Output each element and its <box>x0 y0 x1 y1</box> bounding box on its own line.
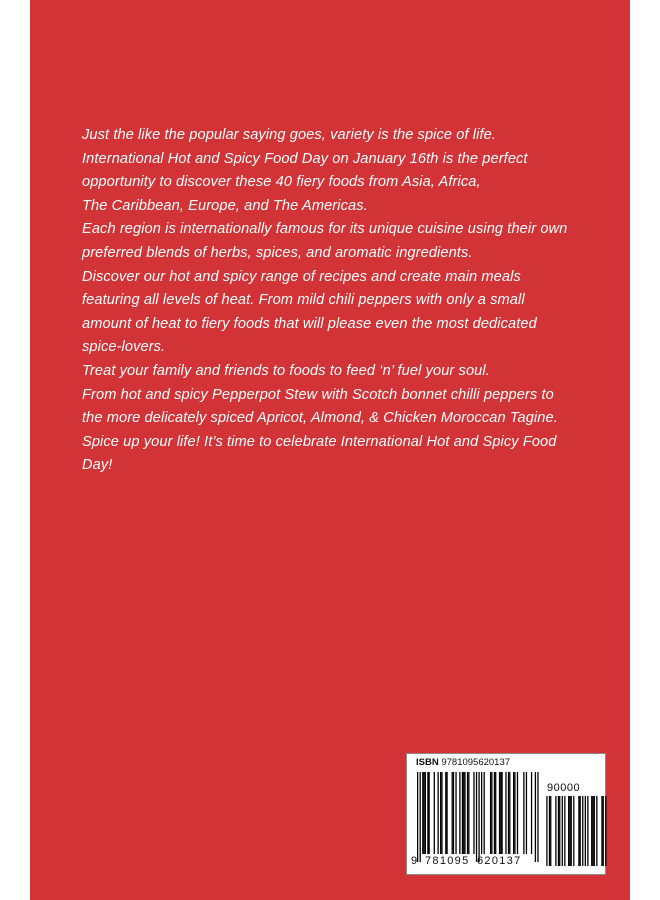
blurb-line-5: Discover our hot and spicy range of recipes and create main meals featuring all levels of heat. From mild chili peppers with only a small amount of heat to fiery foods that will please even the most dedicated spice-lovers. <box>82 268 537 356</box>
addon-bar <box>573 796 574 866</box>
addon-bar <box>582 796 583 866</box>
barcode-bar <box>505 772 506 854</box>
barcode-bar <box>481 772 482 854</box>
barcode-bar <box>514 772 515 854</box>
addon-bar <box>564 796 565 866</box>
barcode-bar <box>490 772 491 854</box>
barcode-bar <box>484 772 485 854</box>
barcode-bar <box>491 772 492 854</box>
barcode-bar <box>417 772 418 862</box>
barcode-bar <box>455 772 456 854</box>
barcode-bar <box>531 772 532 854</box>
addon-bar <box>562 796 563 866</box>
barcode-bar <box>446 772 447 854</box>
blurb-line-6: Treat your family and friends to foods to feed ‘n’ fuel your soul. <box>82 362 490 379</box>
barcode-bar <box>500 772 501 854</box>
barcode-digits-left: 781095 <box>425 855 470 867</box>
addon-bar <box>559 796 560 866</box>
barcode-bar <box>523 772 524 854</box>
addon-bar <box>546 796 547 866</box>
barcode-bar <box>467 772 468 854</box>
barcode-bar <box>473 772 474 854</box>
barcode-bar <box>513 772 514 854</box>
barcode-bar <box>427 772 428 854</box>
blurb-line-2: International Hot and Spicy Food Day on January 16th is the perfect opportunity to discover these 40 fiery foods from Asia, Africa, <box>82 150 528 191</box>
barcode-bar <box>526 772 527 854</box>
addon-bar <box>558 796 559 866</box>
blurb-line-7: From hot and spicy Pepperpot Stew with Scotch bonnet chilli peppers to the more delicately spiced Apricot, Almond, & Chicken Moroccan Tagine. <box>82 386 558 427</box>
addon-bar <box>587 796 588 866</box>
barcode-bar <box>429 772 430 854</box>
addon-bar <box>585 796 586 866</box>
addon-bar <box>591 796 592 866</box>
addon-bar <box>571 796 572 866</box>
blurb-line-4: Each region is internationally famous for its unique cuisine using their own preferred blends of herbs, spices, and aromatic ingredients. <box>82 221 568 261</box>
back-cover-blurb <box>82 124 572 478</box>
addon-bar <box>594 796 595 866</box>
barcode-bar <box>501 772 502 854</box>
barcode-bar <box>452 772 453 854</box>
barcode-bar <box>434 772 435 854</box>
barcode-bar <box>445 772 446 854</box>
barcode-bar <box>494 772 495 854</box>
barcode-bar <box>478 772 479 862</box>
barcode-bar <box>437 772 438 854</box>
barcode-bar <box>425 772 426 854</box>
addon-bar <box>592 796 593 866</box>
addon-bar <box>596 796 597 866</box>
barcode-bar <box>420 772 421 862</box>
addon-bar <box>578 796 579 866</box>
isbn-number: 9781095620137 <box>441 757 511 768</box>
blurb-line-8: Spice up your life! It’s time to celebrate International Hot and Spicy Food Day! <box>82 433 557 474</box>
barcode-bar <box>495 772 496 854</box>
barcode-bar <box>476 772 477 862</box>
barcode-bar <box>459 772 460 854</box>
barcode-bar <box>468 772 469 854</box>
barcode-bar <box>440 772 441 854</box>
addon-bar <box>568 796 569 866</box>
price-code: 90000 <box>547 782 581 794</box>
isbn-prefix: ISBN <box>416 757 439 768</box>
barcode-bar <box>499 772 500 854</box>
barcode-bar <box>453 772 454 854</box>
barcode-bar <box>464 772 465 854</box>
addon-bar <box>601 796 602 866</box>
barcode-bar <box>423 772 424 854</box>
isbn-barcode <box>406 753 606 875</box>
addon-bar <box>569 796 570 866</box>
barcode-bar <box>463 772 464 854</box>
barcode-digit-first: 9 <box>411 855 418 867</box>
barcode-bar <box>509 772 510 854</box>
addon-bar <box>580 796 581 866</box>
barcode-bar <box>537 772 538 862</box>
addon-bar <box>603 796 604 866</box>
barcode-bar <box>441 772 442 854</box>
barcode-bar <box>422 772 423 854</box>
barcode-bar <box>508 772 509 854</box>
blurb-line-1: Just the like the popular saying goes, variety is the spice of life. <box>82 127 497 143</box>
addon-bar <box>605 796 606 866</box>
blurb-line-3: The Caribbean, Europe, and The Americas. <box>82 197 368 214</box>
barcode-bar <box>462 772 463 854</box>
addon-bar <box>549 796 550 866</box>
addon-bar <box>555 796 556 866</box>
barcode-bar <box>535 772 536 862</box>
barcode-digits-right: 620137 <box>477 855 522 867</box>
barcode-bar <box>517 772 518 854</box>
addon-bar <box>550 796 551 866</box>
